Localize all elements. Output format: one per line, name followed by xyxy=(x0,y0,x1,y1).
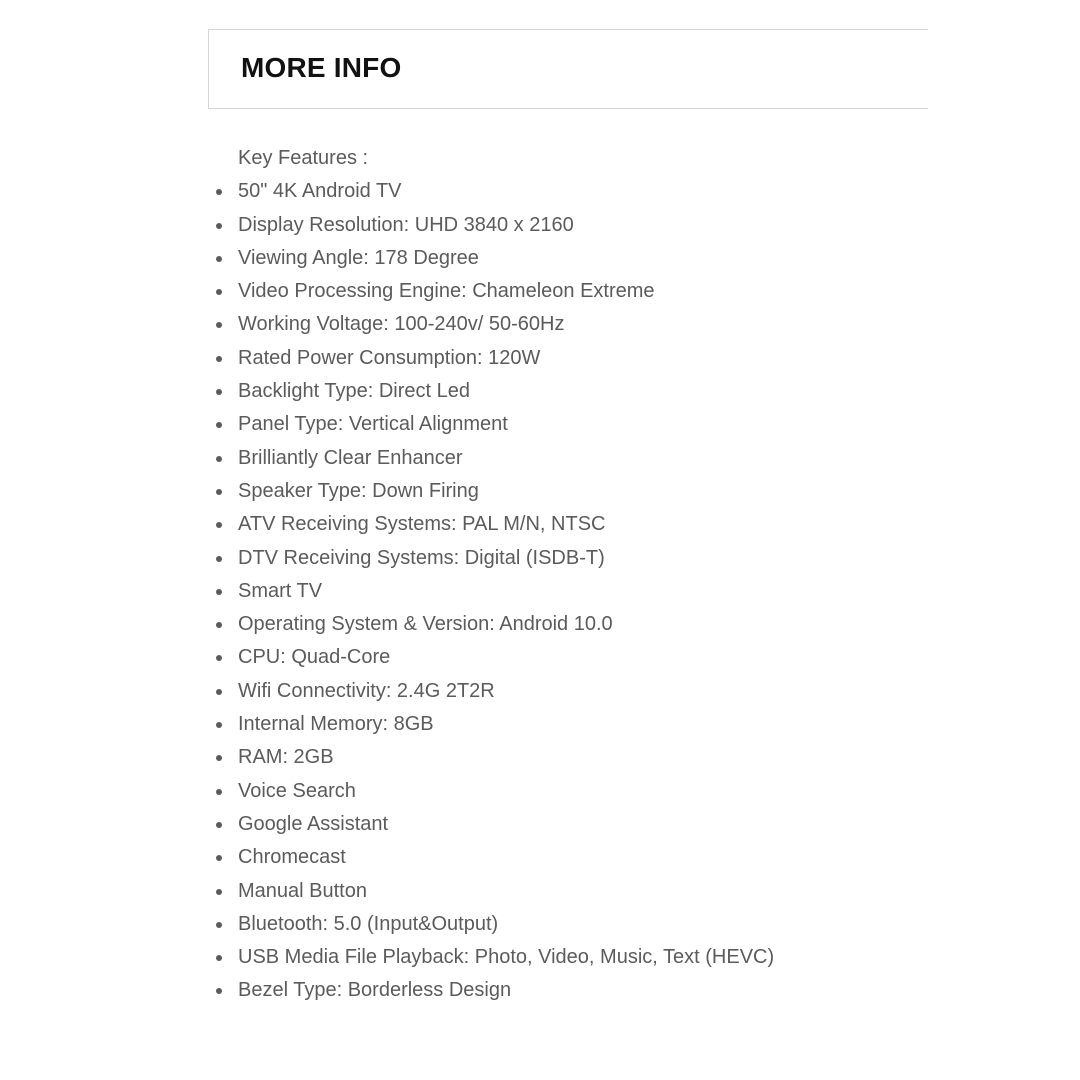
feature-text: Internal Memory: 8GB xyxy=(238,713,434,736)
more-info-tab[interactable] xyxy=(208,29,928,109)
bullet-icon xyxy=(216,589,222,595)
feature-item xyxy=(238,575,938,608)
bullet-icon xyxy=(216,322,222,328)
feature-text: RAM: 2GB xyxy=(238,746,334,769)
feature-text: Speaker Type: Down Firing xyxy=(238,479,479,502)
feature-item xyxy=(238,408,938,441)
feature-item xyxy=(238,875,938,908)
feature-item xyxy=(238,775,938,808)
feature-item xyxy=(238,808,938,841)
feature-text: USB Media File Playback: Photo, Video, Music, Text (HEVC) xyxy=(238,946,775,969)
bullet-icon xyxy=(216,622,222,628)
feature-text: Google Assistant xyxy=(238,812,389,835)
bullet-icon xyxy=(216,189,222,195)
bullet-icon xyxy=(216,988,222,994)
feature-text: Manual Button xyxy=(238,879,367,902)
feature-item xyxy=(238,442,938,475)
feature-text: Working Voltage: 100-240v/ 50-60Hz xyxy=(238,313,565,336)
feature-text: ATV Receiving Systems: PAL M/N, NTSC xyxy=(238,513,606,536)
feature-text: Smart TV xyxy=(238,579,323,602)
feature-text: Chromecast xyxy=(238,846,346,869)
bullet-icon xyxy=(216,489,222,495)
more-info-title: MORE INFO xyxy=(241,52,402,83)
bullet-icon xyxy=(216,689,222,695)
feature-text: Display Resolution: UHD 3840 x 2160 xyxy=(238,213,574,236)
bullet-icon xyxy=(216,755,222,761)
bullet-icon xyxy=(216,256,222,262)
feature-item xyxy=(238,608,938,641)
bullet-icon xyxy=(216,422,222,428)
feature-item xyxy=(238,741,938,774)
feature-text: Backlight Type: Direct Led xyxy=(238,380,470,403)
bullet-icon xyxy=(216,955,222,961)
more-info-content xyxy=(238,142,938,1008)
bullet-icon xyxy=(216,456,222,462)
feature-item xyxy=(238,209,938,242)
feature-item xyxy=(238,941,938,974)
feature-text: Wifi Connectivity: 2.4G 2T2R xyxy=(238,679,495,702)
key-features-heading: Key Features : xyxy=(238,147,369,169)
feature-item xyxy=(238,974,938,1007)
bullet-icon xyxy=(216,822,222,828)
bullet-icon xyxy=(216,922,222,928)
feature-item xyxy=(238,841,938,874)
feature-text: Rated Power Consumption: 120W xyxy=(238,346,541,369)
bullet-icon xyxy=(216,855,222,861)
bullet-icon xyxy=(216,655,222,661)
bullet-icon xyxy=(216,522,222,528)
bullet-icon xyxy=(216,556,222,562)
bullet-icon xyxy=(216,889,222,895)
feature-text: Bluetooth: 5.0 (Input&Output) xyxy=(238,912,499,935)
feature-item xyxy=(238,342,938,375)
bullet-icon xyxy=(216,223,222,229)
bullet-icon xyxy=(216,722,222,728)
feature-item xyxy=(238,675,938,708)
feature-item xyxy=(238,908,938,941)
feature-item xyxy=(238,542,938,575)
feature-item xyxy=(238,275,938,308)
feature-item xyxy=(238,475,938,508)
feature-text: Video Processing Engine: Chameleon Extreme xyxy=(238,280,655,303)
feature-text: CPU: Quad-Core xyxy=(238,646,391,669)
bullet-icon xyxy=(216,789,222,795)
features-list xyxy=(238,175,938,1007)
feature-item xyxy=(238,708,938,741)
bullet-icon xyxy=(216,389,222,395)
feature-text: Brilliantly Clear Enhancer xyxy=(238,446,463,469)
feature-text: Bezel Type: Borderless Design xyxy=(238,979,512,1002)
feature-item xyxy=(238,375,938,408)
feature-text: Operating System & Version: Android 10.0 xyxy=(238,613,613,636)
feature-item xyxy=(238,641,938,674)
bullet-icon xyxy=(216,356,222,362)
feature-item xyxy=(238,508,938,541)
feature-text: DTV Receiving Systems: Digital (ISDB-T) xyxy=(238,546,605,569)
feature-item xyxy=(238,175,938,208)
feature-item xyxy=(238,308,938,341)
feature-text: Panel Type: Vertical Alignment xyxy=(238,413,508,436)
bullet-icon xyxy=(216,289,222,295)
feature-item xyxy=(238,242,938,275)
feature-text: Viewing Angle: 178 Degree xyxy=(238,246,479,269)
feature-text: Voice Search xyxy=(238,779,356,802)
feature-text: 50" 4K Android TV xyxy=(238,180,402,203)
